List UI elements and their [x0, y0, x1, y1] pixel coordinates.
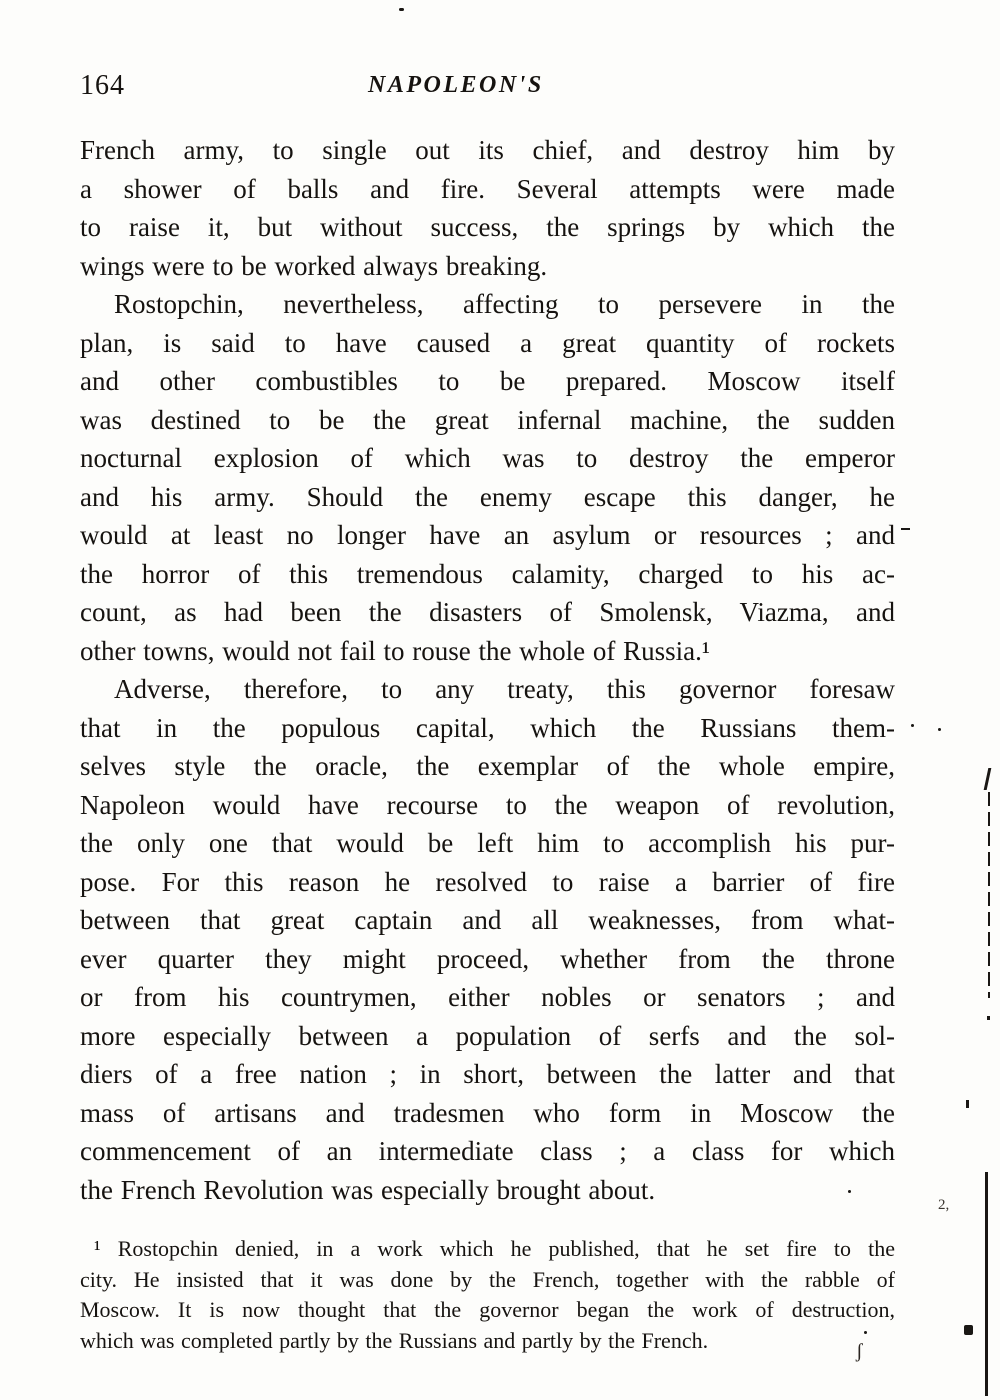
text-line: Rostopchin, nevertheless, affecting to persevere in the	[114, 289, 895, 319]
text-line: the only one that would be left him to accomplish his pur-	[80, 828, 895, 858]
text-line: Napoleon would have recourse to the weapon of revolution,	[80, 789, 895, 820]
text-line: other towns, would not fail to rouse the whole of Russia.¹	[80, 635, 711, 666]
text-line: and his army. Should the enemy escape this danger, he	[80, 481, 895, 512]
text-line: nocturnal explosion of which was to destroy the emperor	[80, 443, 895, 473]
text-line: Adverse, therefore, to any treaty, this governor foresaw	[114, 674, 895, 704]
scan-line-artifact	[988, 792, 990, 998]
text-line: the horror of this tremendous calamity, charged to his ac-	[80, 558, 895, 589]
body-text	[80, 131, 895, 1209]
scan-speck	[399, 8, 404, 11]
margin-stray-mark: 2,	[938, 1197, 950, 1213]
text-line: or from his countrymen, either nobles or senators ; and	[80, 982, 895, 1012]
text-line: ¹ Rostopchin denied, in a work which he published, that he set fire to the	[94, 1236, 895, 1261]
scan-speck	[911, 724, 914, 727]
text-line: diers of a free nation ; in short, between the latter and that	[80, 1059, 895, 1089]
text-line: to raise it, but without success, the springs by which the	[80, 212, 895, 242]
text-line: city. He insisted that it was done by the French, together with the rabble of	[80, 1266, 895, 1292]
text-line: which was completed partly by the Russians and partly by the French.	[80, 1327, 709, 1353]
scan-speck	[987, 1016, 990, 1020]
running-head	[80, 68, 895, 102]
footnote	[80, 1234, 895, 1356]
paragraph	[80, 670, 895, 1209]
text-line: between that great captain and all weaknesses, from what-	[80, 905, 895, 935]
text-line: Moscow. It is now thought that the governor began the work of destruction,	[80, 1297, 895, 1322]
text-line: was destined to be the great infernal machine, the sudden	[80, 404, 895, 435]
scan-speck	[938, 728, 941, 731]
scan-speck	[864, 1331, 867, 1334]
text-line: ever quarter they might proceed, whether from the throne	[80, 943, 895, 974]
text-line: count, as had been the disasters of Smolensk, Viazma, and	[80, 597, 895, 627]
text-line: plan, is said to have caused a great quantity of rockets	[80, 327, 895, 358]
text-line: would at least no longer have an asylum or resources ; and	[80, 520, 895, 550]
scan-speck	[966, 1100, 969, 1108]
text-line: a shower of balls and fire. Several attempts were made	[80, 173, 895, 204]
scan-line-artifact	[985, 1172, 988, 1396]
text-line: wings were to be worked always breaking.	[80, 250, 548, 281]
text-line: French army, to single out its chief, and destroy him by	[80, 135, 895, 165]
ink-blob	[964, 1325, 973, 1335]
paragraph	[80, 131, 895, 285]
squiggle-mark: ʃ	[856, 1340, 863, 1362]
page-number: 164	[80, 70, 125, 101]
text-line: pose. For this reason he resolved to raise a barrier of fire	[80, 866, 895, 897]
text-line: that in the populous capital, which the Russians them-	[80, 712, 895, 743]
paragraph	[80, 1234, 895, 1356]
text-line: selves style the oracle, the exemplar of the whole empire,	[80, 751, 895, 781]
text-line: mass of artisans and tradesmen who form in Moscow the	[80, 1097, 895, 1128]
text-line: and other combustibles to be prepared. Moscow itself	[80, 366, 895, 396]
running-title: NAPOLEON'S	[368, 72, 544, 98]
scan-line-artifact	[984, 768, 992, 790]
paragraph	[80, 285, 895, 670]
scan-speck	[901, 528, 910, 530]
text-line: the French Revolution was especially brought about.	[80, 1174, 656, 1205]
text-line: commencement of an intermediate class ; a class for which	[80, 1136, 895, 1166]
text-line: more especially between a population of serfs and the sol-	[80, 1020, 895, 1051]
scan-speck	[848, 1190, 851, 1193]
